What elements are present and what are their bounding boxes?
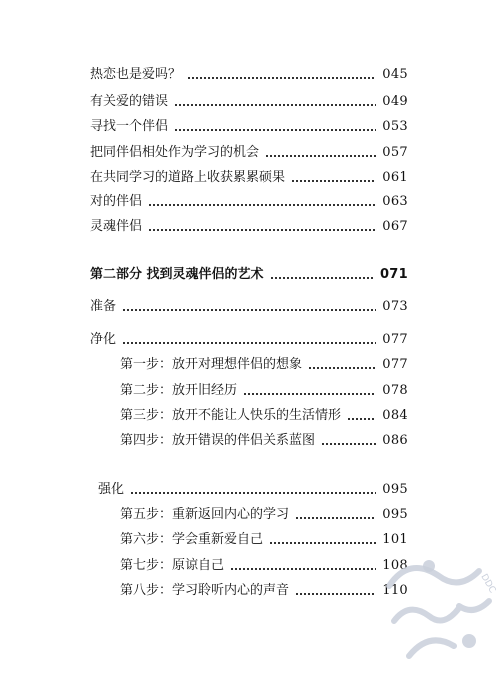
toc-entry-page: 049 [382,94,408,109]
toc-entry-page: 057 [382,145,408,160]
toc-subentry [120,406,408,426]
toc-entry-page: 077 [382,332,408,347]
toc-subentry [120,355,408,375]
toc-entry-page: 067 [382,219,408,234]
toc-entry-title: 热恋也是爱吗？ [90,67,182,82]
dot-leader [130,480,376,500]
toc-subentry [120,581,408,601]
toc-entry [90,143,408,163]
dot-leader [295,505,376,525]
dot-leader [122,297,376,317]
toc-entry-page: 095 [382,507,408,522]
toc-entry-title: 寻找一个伴侣 [90,119,169,134]
dot-leader [187,65,376,85]
dot-leader [270,265,374,285]
dot-leader [174,92,376,112]
toc-entry-page: 077 [382,357,408,372]
toc-subentry [120,530,408,550]
toc-entry-page: 095 [382,482,408,497]
dot-leader [122,330,376,350]
toc-entry-page: 108 [382,558,408,573]
toc-entry-title: 第四步：放开错误的伴侣关系蓝图 [120,433,316,448]
toc-entry-title: 第七步：原谅自己 [120,558,225,573]
toc-entry [90,92,408,112]
toc-entry [90,192,408,212]
dot-leader [295,581,376,601]
toc-entry-page: 061 [382,170,408,185]
toc-entry-page: 101 [382,532,408,547]
toc-entry-page: 084 [382,408,408,423]
toc-part-heading [90,265,408,285]
toc-entry-title: 第二部分 找到灵魂伴侣的艺术 [90,267,264,282]
toc-entry [90,117,408,137]
dot-leader [148,217,376,237]
toc-entry [90,330,408,350]
toc-entry-title: 把同伴侣相处作为学习的机会 [90,145,260,160]
dot-leader [321,431,376,451]
toc-entry-page: 045 [382,67,408,82]
toc-entry-title: 第三步：放开不能让人快乐的生活情形 [120,408,342,423]
dot-leader [269,530,376,550]
toc-entry-page: 071 [379,267,408,282]
toc-entry-page: 078 [382,383,408,398]
dot-leader [230,556,376,576]
toc-entry-title: 第一步：放开对理想伴侣的想象 [120,357,303,372]
toc-subentry [120,431,408,451]
dot-leader [347,406,376,426]
toc-entry-page: 063 [382,194,408,209]
toc-entry-title: 在共同学习的道路上收获累累硕果 [90,170,286,185]
toc-entry-title: 强化 [98,482,125,497]
dot-leader [174,117,376,137]
toc-entry [90,297,408,317]
toc-entry-title: 灵魂伴侣 [90,219,143,234]
dot-leader [291,168,376,188]
toc-entry-page: 086 [382,433,408,448]
toc-entry-title: 对的伴侣 [90,194,143,209]
toc-entry-title: 第二步：放开旧经历 [120,383,238,398]
dot-leader [148,192,376,212]
toc-entry-title: 净化 [90,332,117,347]
toc-entry [90,217,408,237]
toc-subentry [120,556,408,576]
toc-entry [90,168,408,188]
toc-entry-title: 准备 [90,299,117,314]
toc-entry-title: 有关爱的错误 [90,94,169,109]
toc-entry [90,65,408,85]
toc-entry-page: 053 [382,119,408,134]
toc-subentry [120,381,408,401]
toc-entry-page: 073 [382,299,408,314]
toc-entry-title: 第六步：学会重新爱自己 [120,532,264,547]
toc-entry-title: 第五步：重新返回内心的学习 [120,507,290,522]
toc-entry [98,480,408,500]
dot-leader [243,381,376,401]
toc-subentry [120,505,408,525]
toc-entry-page: 110 [382,583,408,598]
dot-leader [265,143,376,163]
toc-entry-title: 第八步：学习聆听内心的声音 [120,583,290,598]
dot-leader [308,355,376,375]
svg-text:DDC: DDC [478,572,498,595]
